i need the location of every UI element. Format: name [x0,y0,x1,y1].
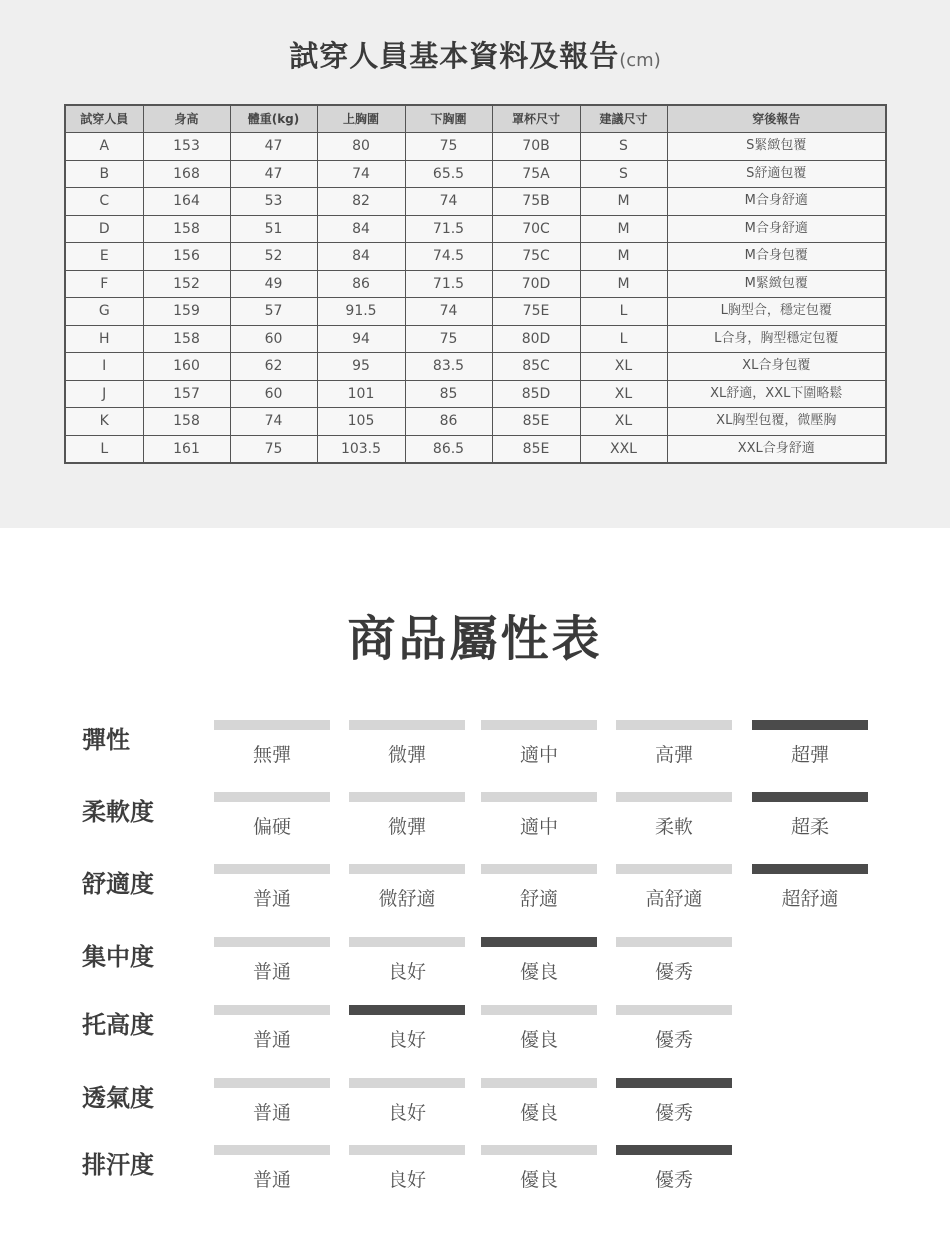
attribute-option-label: 適中 [519,744,558,766]
table-cell: 91.5 [317,298,405,326]
attribute-option-label: 普通 [252,888,291,910]
table-cell: A [65,133,143,161]
attribute-bar [481,864,597,874]
table-cell: 94 [317,325,405,353]
table-cell: 51 [230,215,317,243]
table-cell: 153 [143,133,230,161]
attribute-option [481,1005,597,1052]
attribute-bar [616,792,732,802]
table-cell: 75 [405,133,492,161]
attribute-option-label: 舒適 [519,888,558,910]
table-cell: M [580,188,667,216]
attribute-option [349,937,465,984]
table-cell: 101 [317,380,405,408]
fit-report-title-text: 試穿人員基本資料及報告 [289,39,620,73]
table-row [65,380,886,408]
table-cell: S舒適包覆 [667,160,886,188]
attribute-option [349,792,465,839]
attribute-option [752,720,868,767]
attribute-option-label: 良好 [387,1102,426,1124]
table-header-cell: 穿後報告 [667,105,886,133]
attribute-label: 舒適度 [82,870,154,898]
attribute-label: 托高度 [82,1011,154,1039]
table-cell: M [580,270,667,298]
table-cell: 85 [405,380,492,408]
attribute-option-label: 超柔 [790,816,829,838]
table-header-row [65,105,886,133]
table-cell: 70C [492,215,580,243]
attribute-option [616,1145,732,1192]
table-cell: S [580,133,667,161]
attribute-option [616,792,732,839]
table-cell: 60 [230,380,317,408]
table-cell: 84 [317,215,405,243]
attribute-label: 透氣度 [82,1084,154,1112]
fit-report-unit: (cm) [619,50,661,71]
attribute-row [0,937,950,1007]
attribute-option [752,864,868,911]
table-row [65,133,886,161]
attribute-option-label: 優良 [519,1102,558,1124]
attribute-option-label: 微彈 [387,744,426,766]
attribute-bar-selected [752,864,868,874]
table-cell: 60 [230,325,317,353]
table-cell: 86.5 [405,435,492,463]
table-cell: 85C [492,353,580,381]
attribute-bar [214,792,330,802]
attribute-option-label: 偏硬 [252,816,291,838]
attribute-option-label: 適中 [519,816,558,838]
attribute-label: 柔軟度 [82,798,154,826]
attribute-bar-selected [349,1005,465,1015]
attribute-option-label: 普通 [252,961,291,983]
attribute-option [214,1145,330,1192]
table-cell: 85D [492,380,580,408]
table-cell: 75B [492,188,580,216]
table-cell: 158 [143,325,230,353]
table-cell: J [65,380,143,408]
table-cell: M [580,243,667,271]
table-cell: S [580,160,667,188]
table-cell: 57 [230,298,317,326]
table-cell: F [65,270,143,298]
table-cell: 82 [317,188,405,216]
table-row [65,270,886,298]
attribute-option-label: 優秀 [654,1102,693,1124]
attribute-option-label: 優秀 [654,1169,693,1191]
attribute-option-label: 高舒適 [645,888,703,910]
attribute-option [349,1005,465,1052]
attribute-option [481,1145,597,1192]
table-cell: 80D [492,325,580,353]
attribute-bar-selected [616,1145,732,1155]
table-row [65,408,886,436]
table-cell: 74 [230,408,317,436]
table-cell: XL [580,380,667,408]
attribute-option [214,720,330,767]
table-cell: XL合身包覆 [667,353,886,381]
table-cell: 74 [317,160,405,188]
attribute-option [481,792,597,839]
table-cell: 85E [492,435,580,463]
table-header-cell: 罩杯尺寸 [492,105,580,133]
attribute-option [752,792,868,839]
attribute-bar [481,1078,597,1088]
attribute-option [616,1078,732,1125]
attribute-option [214,937,330,984]
table-cell: L [580,325,667,353]
table-cell: 75 [230,435,317,463]
table-cell: XL [580,353,667,381]
attribute-option-label: 優良 [519,1029,558,1051]
attribute-bar-selected [752,720,868,730]
table-row [65,243,886,271]
table-cell: 158 [143,408,230,436]
table-cell: M合身舒適 [667,188,886,216]
attribute-bar [481,720,597,730]
attribute-bar-selected [616,1078,732,1088]
attribute-bar [214,1005,330,1015]
attribute-option-label: 優良 [519,961,558,983]
table-header-cell: 試穿人員 [65,105,143,133]
attribute-option [481,1078,597,1125]
table-header-cell: 身高 [143,105,230,133]
attribute-bar [214,937,330,947]
table-cell: 74.5 [405,243,492,271]
attribute-option-label: 良好 [387,961,426,983]
attribute-option [214,864,330,911]
attribute-bar [349,720,465,730]
table-cell: E [65,243,143,271]
attribute-bar [349,937,465,947]
attribute-bar [214,1145,330,1155]
attribute-row [0,1005,950,1075]
attribute-option-label: 普通 [252,1029,291,1051]
table-cell: XL舒適，XXL下圍略鬆 [667,380,886,408]
table-cell: 62 [230,353,317,381]
attribute-option [349,1078,465,1125]
table-cell: 52 [230,243,317,271]
table-cell: 168 [143,160,230,188]
table-cell: L合身，胸型穩定包覆 [667,325,886,353]
table-cell: 158 [143,215,230,243]
attribute-bar [349,1145,465,1155]
attribute-option [214,1005,330,1052]
attribute-option-label: 超彈 [790,744,829,766]
table-cell: 86 [317,270,405,298]
attribute-bar [349,1078,465,1088]
attribute-row [0,864,950,934]
table-cell: S緊緻包覆 [667,133,886,161]
attribute-option-label: 良好 [387,1029,426,1051]
table-cell: K [65,408,143,436]
table-cell: 161 [143,435,230,463]
table-cell: L胸型合，穩定包覆 [667,298,886,326]
table-cell: 75E [492,298,580,326]
attribute-option-label: 微舒適 [378,888,436,910]
table-cell: 47 [230,133,317,161]
attribute-bar [616,864,732,874]
table-cell: 80 [317,133,405,161]
attribute-option-label: 優秀 [654,1029,693,1051]
attribute-option-label: 柔軟 [654,816,693,838]
attribute-option [349,720,465,767]
table-cell: XXL合身舒適 [667,435,886,463]
table-cell: 71.5 [405,270,492,298]
attributes-title: 商品屬性表 [347,611,603,667]
attribute-bar-selected [752,792,868,802]
attribute-option-label: 高彈 [654,744,693,766]
table-row [65,325,886,353]
attribute-bar [481,1145,597,1155]
attribute-option [481,720,597,767]
table-cell: XL胸型包覆，微壓胸 [667,408,886,436]
attribute-option-label: 微彈 [387,816,426,838]
table-row [65,215,886,243]
table-cell: 75A [492,160,580,188]
attribute-option [349,864,465,911]
table-row [65,353,886,381]
attribute-option [616,720,732,767]
table-cell: B [65,160,143,188]
fit-report-table [64,104,887,464]
table-cell: 84 [317,243,405,271]
attribute-option [349,1145,465,1192]
attribute-bar [481,792,597,802]
table-cell: G [65,298,143,326]
table-cell: M緊緻包覆 [667,270,886,298]
table-row [65,298,886,326]
attribute-row [0,720,950,790]
attribute-bar [481,1005,597,1015]
fit-report-section [0,0,950,528]
attribute-bar [349,792,465,802]
table-cell: 75C [492,243,580,271]
attribute-row [0,1145,950,1215]
attribute-label: 彈性 [82,726,130,754]
attribute-option [481,864,597,911]
table-cell: 85E [492,408,580,436]
table-cell: 74 [405,188,492,216]
attribute-option [214,1078,330,1125]
attribute-bar [616,720,732,730]
table-cell: 49 [230,270,317,298]
table-cell: M合身包覆 [667,243,886,271]
table-cell: 103.5 [317,435,405,463]
attribute-option [214,792,330,839]
attribute-bar [349,864,465,874]
table-header-cell: 上胸圍 [317,105,405,133]
table-cell: L [580,298,667,326]
attribute-label: 排汗度 [82,1151,154,1179]
table-header-cell: 下胸圍 [405,105,492,133]
table-body [65,133,886,464]
table-cell: 105 [317,408,405,436]
attribute-option [616,1005,732,1052]
table-cell: I [65,353,143,381]
attribute-label: 集中度 [82,943,154,971]
table-cell: 71.5 [405,215,492,243]
table-cell: 53 [230,188,317,216]
table-cell: 160 [143,353,230,381]
table-cell: M [580,215,667,243]
table-cell: 95 [317,353,405,381]
attribute-option-label: 普通 [252,1169,291,1191]
attribute-option-label: 優良 [519,1169,558,1191]
table-cell: 86 [405,408,492,436]
attribute-option-label: 無彈 [252,744,291,766]
table-cell: 70B [492,133,580,161]
attribute-bar [616,1005,732,1015]
table-cell: C [65,188,143,216]
attribute-option-label: 優秀 [654,961,693,983]
attribute-bar [616,937,732,947]
table-cell: D [65,215,143,243]
table-cell: XXL [580,435,667,463]
table-cell: 75 [405,325,492,353]
table-row [65,188,886,216]
table-cell: 70D [492,270,580,298]
table-header-cell: 體重(kg) [230,105,317,133]
attribute-bar-selected [481,937,597,947]
attribute-row [0,792,950,862]
table-cell: M合身舒適 [667,215,886,243]
table-cell: 83.5 [405,353,492,381]
attribute-option-label: 普通 [252,1102,291,1124]
table-row [65,160,886,188]
attribute-option [616,937,732,984]
attribute-bar [214,1078,330,1088]
fit-report-title [0,34,950,75]
table-cell: XL [580,408,667,436]
table-cell: 152 [143,270,230,298]
table-row [65,435,886,463]
attribute-bar [214,720,330,730]
attribute-row [0,1078,950,1148]
table-cell: L [65,435,143,463]
table-cell: 47 [230,160,317,188]
attribute-option-label: 良好 [387,1169,426,1191]
table-cell: 74 [405,298,492,326]
table-cell: 159 [143,298,230,326]
table-cell: 164 [143,188,230,216]
table-cell: 157 [143,380,230,408]
table-cell: 156 [143,243,230,271]
attribute-option-label: 超舒適 [781,888,839,910]
table-header-cell: 建議尺寸 [580,105,667,133]
attribute-option [616,864,732,911]
attribute-option [481,937,597,984]
attribute-bar [214,864,330,874]
table-cell: 65.5 [405,160,492,188]
table-cell: H [65,325,143,353]
